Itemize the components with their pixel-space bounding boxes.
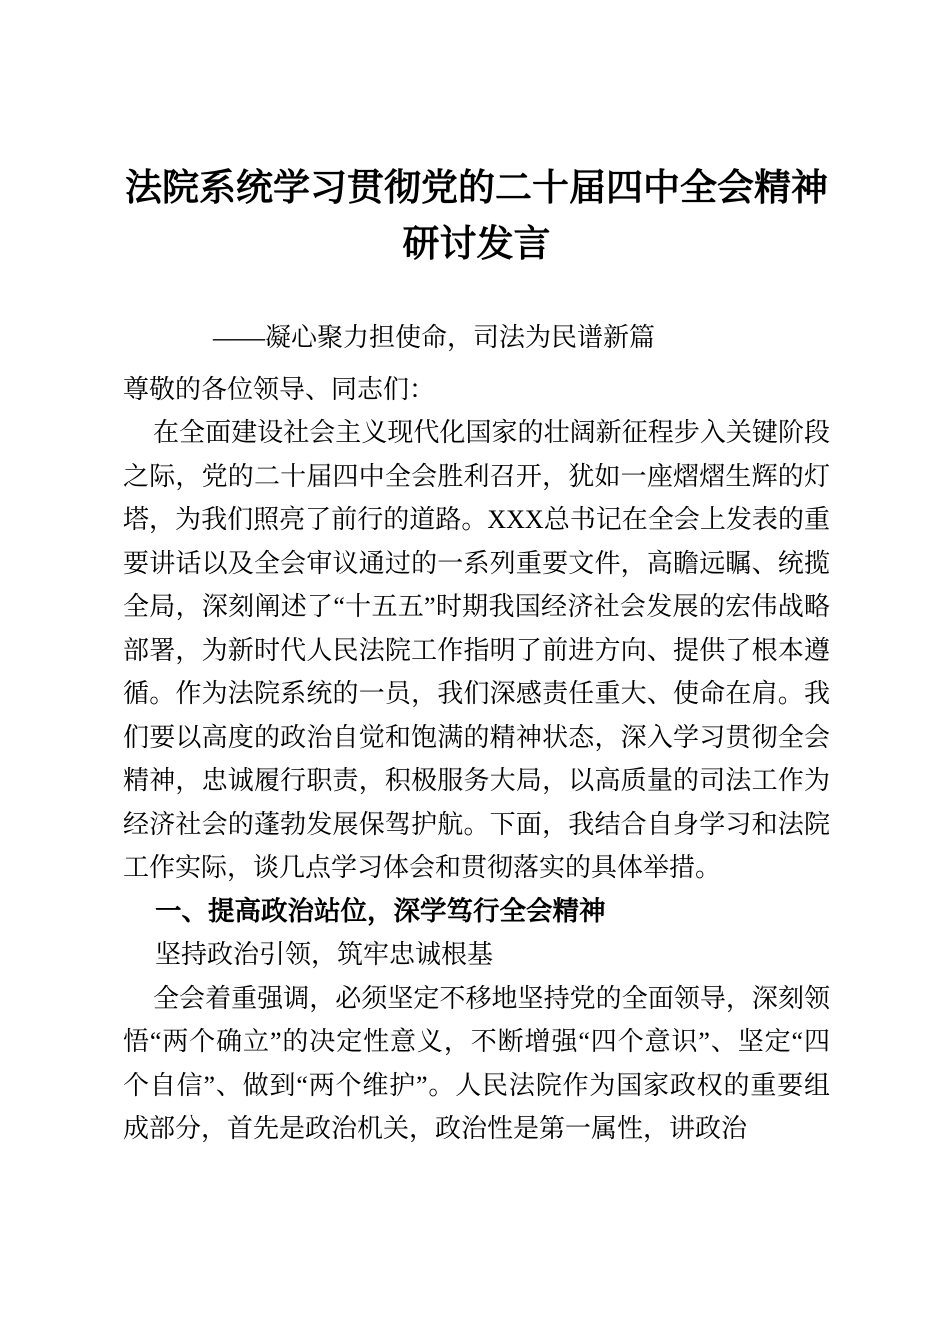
section-1-subheading: 坚持政治引领，筑牢忠诚根基 [155,940,494,969]
section-1-heading: 一、提高政治站位，深学笃行全会精神 [155,895,606,926]
document-title: 法院系统学习贯彻党的二十届四中全会精神研讨发言 [125,168,828,265]
salutation-line: 尊敬的各位领导、同志们： [123,374,436,404]
intro-paragraph: 在全面建设社会主义现代化国家的壮阔新征程步入关键阶段之际，党的二十届四中全会胜利召开，犹如一座熠熠生辉的灯塔，为我们照亮了前行的道路。XXX总书记在全会上发表的重要讲话以及全会审议通过的一系列重要文件，高瞻远瞩、统揽全局，深刻阐述了“十五五”时期我国经济社会发展的宏伟战略部署，为新时代人民法院工作指明了前进方向、提供了根本遵循。作为法院系统的一员，我们深感责任重大、使命在肩。我们要以高度的政治自觉和饱满的精神状态，深入学习贯彻全会精神，忠诚履行职责，积极服务大局，以高质量的司法工作为经济社会的蓬勃发展保驾护航。下面，我结合自身学习和法院工作实际，谈几点学习体会和贯彻落实的具体举措。 [123,418,830,882]
document-subtitle: ——凝心聚力担使命，司法为民谱新篇 [213,323,656,352]
section-1-paragraph: 全会着重强调，必须坚定不移地坚持党的全面领导，深刻领悟“两个确立”的决定性意义，不断增强“四个意识”、坚定“四个自信”、做到“两个维护”。人民法院作为国家政权的重要组成部分，首先是政治机关，政治性是第一属性，讲政治 [123,983,830,1143]
